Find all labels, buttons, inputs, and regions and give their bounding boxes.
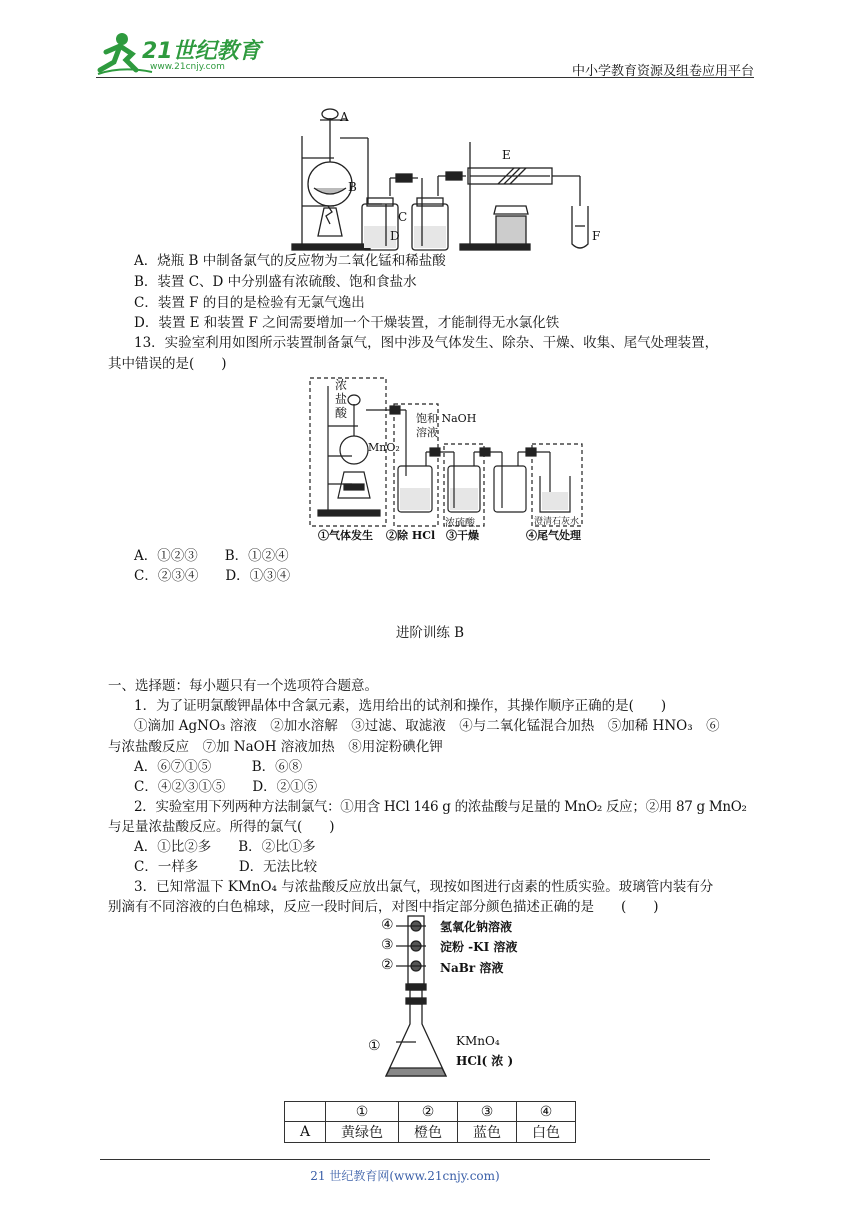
table-header-cell: ③ bbox=[458, 1102, 517, 1122]
fig13-reagent-naoh: 饱和 NaOH 溶液 bbox=[416, 412, 477, 439]
fig13-caption-2: ②除 HCl bbox=[386, 529, 436, 542]
fig12-label-e: E bbox=[502, 148, 511, 162]
footer-text[interactable]: 21 世纪教育网(www.21cnjy.com) bbox=[310, 1169, 500, 1183]
table-header-cell: ④ bbox=[517, 1102, 576, 1122]
q2-line1: 2．实验室用下列两种方法制氯气：①用含 HCl 146 g 的浓盐酸与足量的 MnO₂ 反应；②用 87 g MnO₂ bbox=[134, 799, 747, 815]
fig12-label-a: A bbox=[340, 110, 349, 124]
q1-steps-line1: ①滴加 AgNO₃ 溶液 ②加水溶解 ③过滤、取滤液 ④与二氧化锰混合加热 ⑤加稀 HNO₃ ⑥ bbox=[134, 718, 720, 734]
fig3-num-3: ③ bbox=[381, 937, 394, 953]
fig12-label-b: B bbox=[348, 180, 357, 194]
fig12-label-d: D bbox=[390, 229, 400, 243]
logo-url: www.21cnjy.com bbox=[150, 62, 225, 72]
fig3-num-1: ① bbox=[368, 1038, 381, 1054]
q13-options-row2: C．②③④ D．①③④ bbox=[134, 568, 291, 584]
table-header-cell bbox=[285, 1102, 326, 1122]
q3-line1: 3．已知常温下 KMnO₄ 与浓盐酸反应放出氯气，现按如图进行卤素的性质实验。玻璃管内装有分 bbox=[134, 879, 714, 895]
platform-title: 中小学教育资源及组卷应用平台 bbox=[572, 64, 755, 79]
table-cell: 白色 bbox=[517, 1122, 576, 1143]
fig13-reagent-hcl bbox=[335, 378, 349, 420]
q2-options-row1: A．①比②多 B．②比①多 bbox=[134, 839, 316, 855]
fig3-reagent-hcl: HCl( 浓 ) bbox=[456, 1054, 514, 1068]
q12-option-c: C．装置 F 的目的是检验有无氯气逸出 bbox=[134, 295, 365, 311]
q1-steps-line2: 与浓盐酸反应 ⑦加 NaOH 溶液加热 ⑧用淀粉碘化钾 bbox=[108, 739, 443, 755]
fig3-label-nabr: NaBr 溶液 bbox=[440, 961, 504, 975]
fig3-label-naoh: 氢氧化钠溶液 bbox=[440, 920, 513, 934]
q13-stem-line2: 其中错误的是( ) bbox=[108, 356, 227, 372]
table-header-cell: ① bbox=[326, 1102, 399, 1122]
table-cell: 黄绿色 bbox=[326, 1122, 399, 1143]
q12-option-a: A．烧瓶 B 中制备氯气的反应物为二氧化锰和稀盐酸 bbox=[134, 253, 446, 269]
fig3-num-2: ② bbox=[381, 957, 394, 973]
fig12-label-c: C bbox=[398, 210, 408, 224]
fig3-reagent-kmno4: KMnO₄ bbox=[456, 1034, 500, 1048]
table-cell: 橙色 bbox=[399, 1122, 458, 1143]
fig12-label-f: F bbox=[592, 229, 601, 243]
fig3-num-4: ④ bbox=[381, 917, 394, 933]
fig3-label-ki: 淀粉 -KI 溶液 bbox=[440, 940, 518, 954]
section-title: 进阶训练 B bbox=[395, 625, 465, 641]
q12-option-b: B．装置 C、D 中分别盛有浓硫酸、饱和食盐水 bbox=[134, 274, 417, 290]
footer-divider bbox=[100, 1159, 710, 1160]
logo-text: 21世纪教育 bbox=[142, 39, 261, 64]
fig13-caption-1: ①气体发生 bbox=[318, 529, 373, 542]
table-row bbox=[285, 1122, 576, 1143]
q1-stem: 1．为了证明氯酸钾晶体中含氯元素，选用给出的试剂和操作，其操作顺序正确的是( ) bbox=[134, 698, 667, 714]
fig13-label-lime: 澄清石灰水 bbox=[534, 517, 580, 527]
fig13-caption-4: ④尾气处理 bbox=[526, 529, 581, 542]
q3-line2: 别滴有不同溶液的白色棉球，反应一段时间后，对图中指定部分颜色描述正确的是 ( ) bbox=[108, 899, 659, 915]
table-cell: A bbox=[285, 1122, 326, 1143]
fig13-reagent-mno2: MnO₂ bbox=[368, 441, 400, 454]
q12-option-d: D．装置 E 和装置 F 之间需要增加一个干燥装置，才能制得无水氯化铁 bbox=[134, 315, 560, 331]
q13-stem-line1: 13．实验室利用如图所示装置制备氯气，图中涉及气体发生、除杂、干燥、收集、尾气处理装置， bbox=[134, 335, 719, 351]
fig13-label-acid: 浓硫酸 bbox=[445, 518, 475, 529]
header-divider bbox=[96, 77, 754, 78]
q1-options-row2: C．④②③①⑤ D．②①⑤ bbox=[134, 779, 318, 795]
q2-line2: 与足量浓盐酸反应。所得的氯气( ) bbox=[108, 819, 335, 835]
table-header-row bbox=[285, 1102, 576, 1122]
site-logo bbox=[92, 30, 262, 76]
table-header-cell: ② bbox=[399, 1102, 458, 1122]
section-heading: 一、选择题：每小题只有一个选项符合题意。 bbox=[108, 678, 378, 694]
q13-options-row1: A．①②③ B．①②④ bbox=[134, 548, 289, 564]
fig13-caption-3: ③干燥 bbox=[446, 529, 479, 542]
q1-options-row1: A．⑥⑦①⑤ B．⑥⑧ bbox=[134, 759, 303, 775]
table-cell: 蓝色 bbox=[458, 1122, 517, 1143]
fig13-reagent-hcl-text: 浓盐酸 bbox=[335, 378, 348, 420]
answer-table bbox=[284, 1101, 576, 1143]
q2-options-row2: C．一样多 D．无法比较 bbox=[134, 859, 318, 875]
